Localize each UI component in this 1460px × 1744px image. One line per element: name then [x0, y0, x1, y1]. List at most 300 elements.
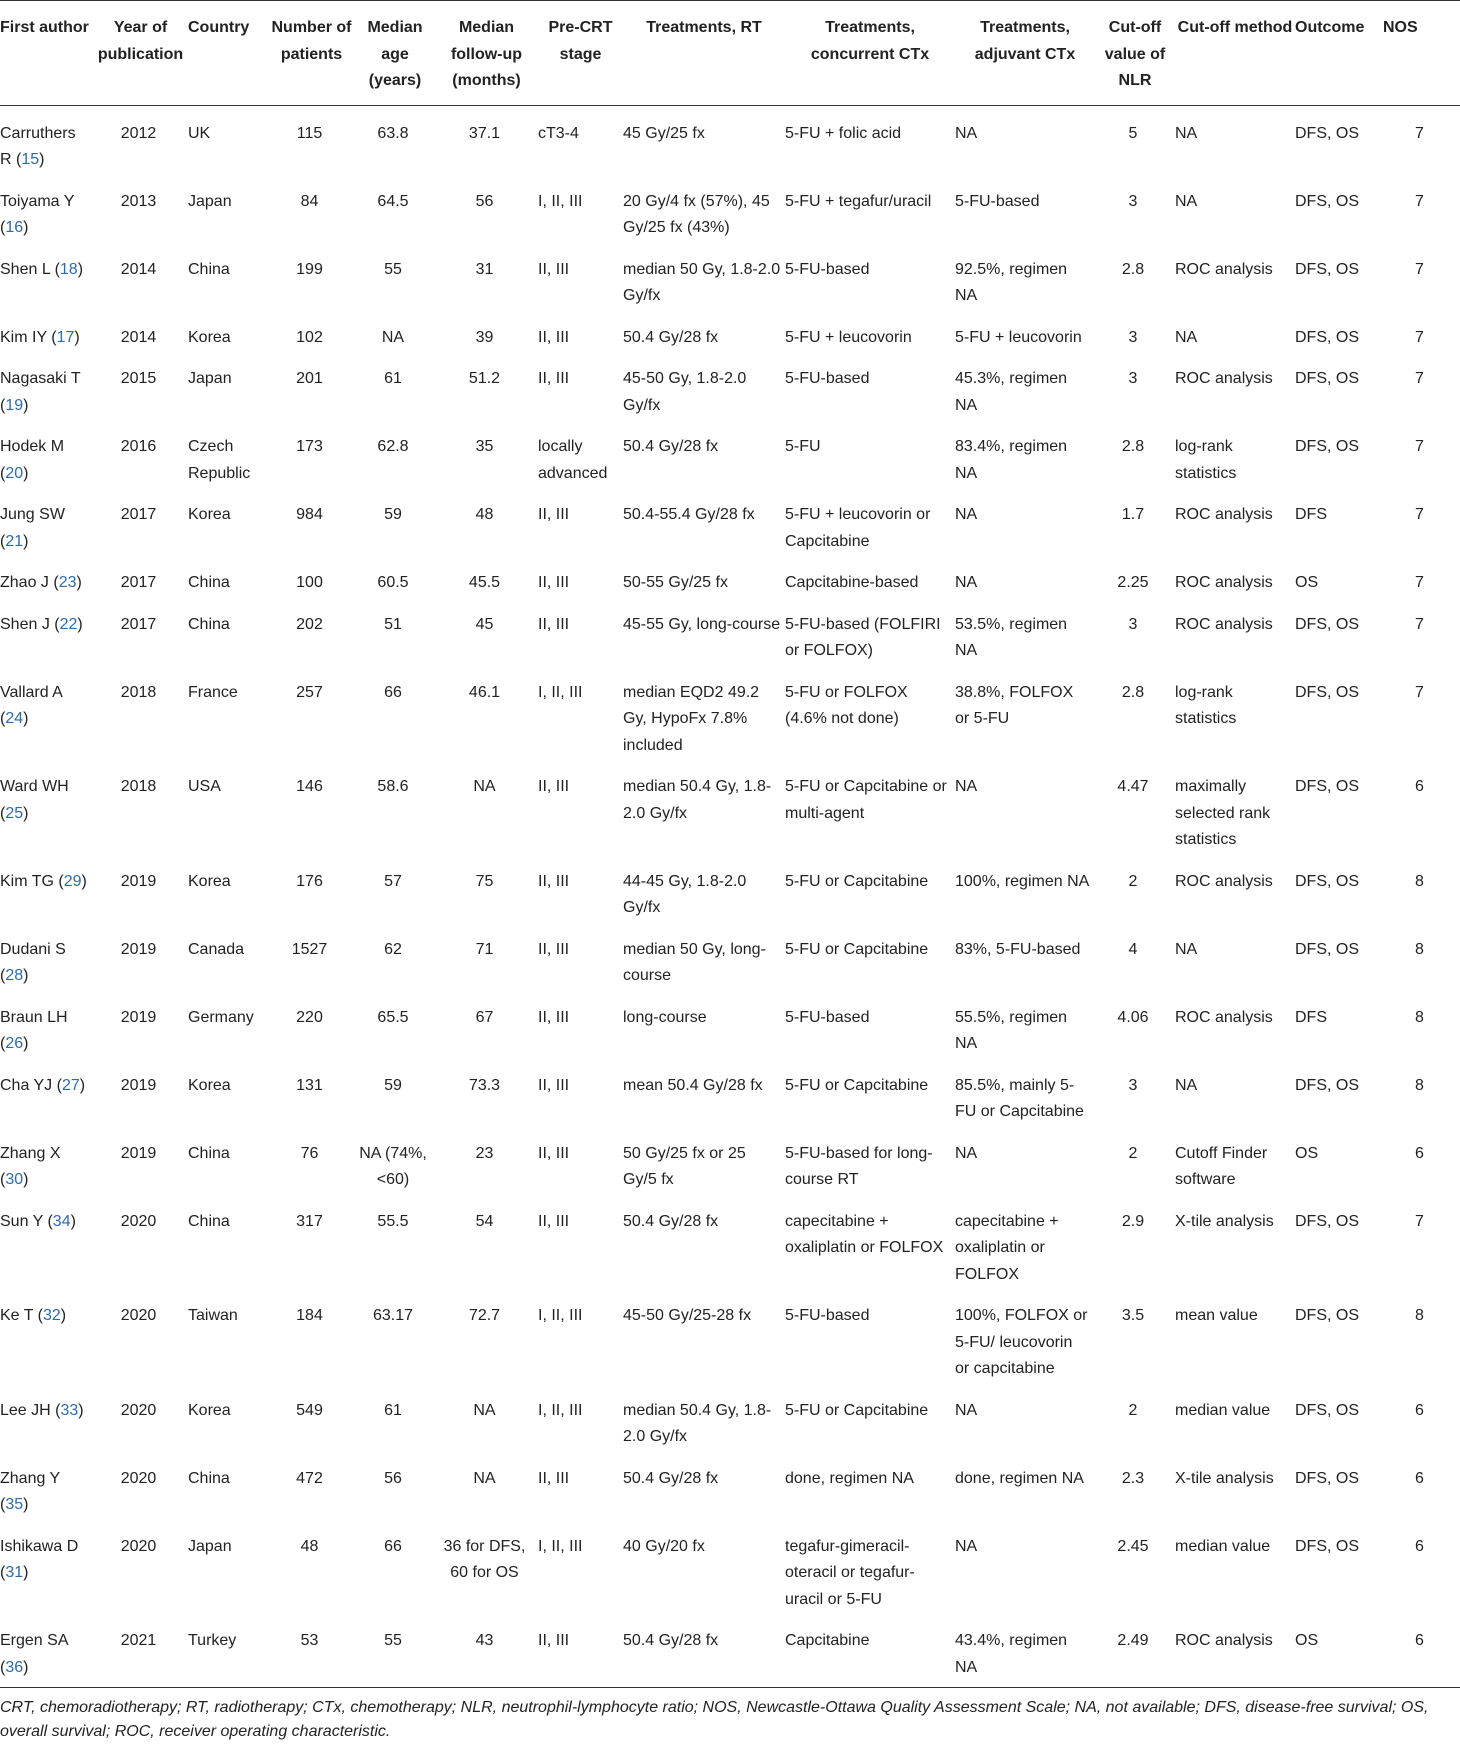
table-row	[0, 242, 1460, 310]
cell-cutoff-value: 2.8	[1121, 260, 1145, 278]
cell-median-age: 56	[384, 1469, 402, 1487]
cell-median-age: 58.6	[377, 778, 409, 795]
cell-first-author: Shen J (22)	[0, 615, 83, 633]
reference-link[interactable]: 36	[5, 1658, 24, 1676]
cell-treatments-adjuvant: NA	[955, 574, 978, 591]
header-treatments-adjuvant: Treatments, adjuvant CTx	[955, 1, 1095, 106]
cell-treatments-rt: 50.4 Gy/28 fx	[623, 1212, 719, 1230]
cell-treatments-adjuvant: 83.4%, regimen NA	[955, 438, 1068, 482]
cell-median-age: NA	[381, 328, 405, 346]
cell-median-age: 55.5	[377, 1212, 409, 1230]
cell-pre-crt-stage: II, III	[538, 1632, 570, 1649]
cell-treatments-concurrent: 5-FU	[785, 438, 821, 455]
cell-year: 2012	[120, 124, 157, 142]
cell-year: 2020	[120, 1212, 157, 1230]
cell-cutoff-method: ROC analysis	[1175, 872, 1273, 890]
reference-link[interactable]: 18	[59, 260, 78, 278]
cell-median-followup: 56	[475, 192, 494, 210]
cell-treatments-adjuvant: 100%, regimen NA	[955, 872, 1090, 890]
cell-median-age: 64.5	[377, 192, 409, 210]
cell-first-author: Toiyama Y (16)	[0, 192, 75, 236]
table-row	[0, 854, 1460, 922]
author-name: Zhao J	[0, 574, 49, 591]
cell-nos: 6	[1415, 1632, 1424, 1649]
table-row	[0, 1383, 1460, 1451]
cell-year: 2019	[120, 872, 157, 890]
cell-treatments-concurrent: Capcitabine-based	[785, 574, 919, 591]
reference-link[interactable]: 17	[56, 328, 75, 346]
cell-cutoff-method: ROC analysis	[1175, 260, 1273, 278]
table-row	[0, 555, 1460, 597]
cell-median-age: 57	[384, 872, 402, 890]
cell-cutoff-value: 2	[1128, 1401, 1138, 1419]
table-row	[0, 922, 1460, 990]
cell-treatments-rt: 40 Gy/20 fx	[623, 1537, 705, 1555]
cell-cutoff-value: 2	[1128, 1144, 1138, 1162]
cell-patients: 76	[300, 1144, 319, 1162]
cell-median-age: 51	[384, 615, 402, 633]
cell-year: 2019	[120, 940, 157, 958]
cell-patients: 549	[296, 1401, 323, 1419]
cell-median-followup: 23	[475, 1144, 494, 1162]
author-name: Carruthers R	[0, 124, 76, 168]
cell-pre-crt-stage: II, III	[538, 1008, 570, 1026]
cell-cutoff-method: ROC analysis	[1175, 1008, 1273, 1026]
cell-pre-crt-stage: I, II, III	[538, 1401, 583, 1419]
cell-country: Turkey	[188, 1632, 237, 1649]
cell-patients: 220	[296, 1008, 323, 1026]
cell-treatments-rt: median EQD2 49.2 Gy, HypoFx 7.8% included	[623, 683, 760, 754]
cell-patients: 146	[296, 778, 323, 795]
reference-link[interactable]: 33	[60, 1401, 79, 1419]
cell-cutoff-value: 3.5	[1121, 1307, 1145, 1324]
cell-cutoff-method: NA	[1175, 1076, 1198, 1094]
reference-link[interactable]: 35	[5, 1496, 24, 1513]
author-name: Kim IY	[0, 328, 47, 346]
cell-patients: 202	[296, 615, 323, 633]
cell-cutoff-value: 4.47	[1117, 778, 1149, 795]
reference-link[interactable]: 19	[5, 396, 24, 414]
cell-median-age: 63.17	[372, 1307, 414, 1324]
cell-treatments-rt: 50.4 Gy/28 fx	[623, 1469, 719, 1487]
cell-nos: 6	[1415, 1401, 1424, 1419]
reference-link[interactable]: 20	[5, 464, 24, 482]
author-name: Kim TG	[0, 872, 54, 890]
table-row	[0, 174, 1460, 242]
reference-link[interactable]: 24	[5, 710, 24, 727]
cell-median-followup: 51.2	[468, 370, 501, 387]
cell-cutoff-method: ROC analysis	[1175, 370, 1273, 387]
reference-link[interactable]: 27	[61, 1076, 80, 1094]
cell-country: Korea	[188, 506, 231, 523]
header-pre-crt-stage: Pre-CRT stage	[538, 1, 623, 106]
cell-country: China	[188, 615, 230, 633]
author-name: Cha YJ	[0, 1076, 53, 1094]
cell-treatments-rt: 20 Gy/4 fx (57%), 45 Gy/25 fx (43%)	[623, 192, 770, 236]
cell-country: UK	[188, 124, 211, 142]
cell-patients: 1527	[291, 940, 328, 958]
reference-link[interactable]: 23	[58, 574, 77, 591]
cell-median-age: 59	[384, 1076, 402, 1094]
cell-median-followup: 73.3	[468, 1076, 501, 1094]
table-row	[0, 1126, 1460, 1194]
cell-treatments-concurrent: 5-FU or Capcitabine	[785, 940, 929, 958]
cell-year: 2015	[120, 370, 157, 387]
cell-cutoff-method: NA	[1175, 940, 1198, 958]
header-treatments-rt: Treatments, RT	[623, 1, 785, 106]
cell-treatments-rt: 50 Gy/25 fx or 25 Gy/5 fx	[623, 1144, 746, 1188]
cell-patients: 199	[296, 260, 323, 278]
cell-year: 2020	[120, 1307, 157, 1324]
cell-pre-crt-stage: II, III	[538, 328, 570, 346]
table-footnote: CRT, chemoradiotherapy; RT, radiotherapy; CTx, chemotherapy; NLR, neutrophil-lymphocyte ratio; NOS, Newcastle-Ottawa Quality Assessment Scale; NA, not available; DFS, disease-free survival; OS, overall survival; ROC, receiver operating characteristic.	[0, 1687, 1460, 1744]
cell-year: 2020	[120, 1537, 157, 1555]
cell-year: 2020	[120, 1401, 157, 1419]
cell-treatments-concurrent: 5-FU or Capcitabine	[785, 1401, 929, 1419]
cell-cutoff-method: ROC analysis	[1175, 1632, 1273, 1649]
cell-treatments-adjuvant: 45.3%, regimen NA	[955, 370, 1068, 414]
cell-first-author: Braun LH (26)	[0, 1008, 68, 1052]
cell-first-author: Hodek M (20)	[0, 438, 65, 482]
cell-treatments-adjuvant: 5-FU + leucovorin	[955, 328, 1082, 346]
cell-patients: 115	[296, 124, 323, 142]
reference-link[interactable]: 25	[5, 804, 24, 822]
cell-first-author: Vallard A (24)	[0, 683, 62, 727]
cell-country: China	[188, 260, 230, 278]
cell-year: 2017	[120, 506, 157, 523]
cell-first-author: Dudani S (28)	[0, 940, 66, 984]
cell-median-followup: NA	[473, 778, 496, 795]
cell-year: 2014	[120, 328, 157, 346]
author-name: Vallard A	[0, 683, 62, 701]
cell-patients: 472	[296, 1469, 323, 1487]
cell-patients: 317	[296, 1212, 323, 1230]
reference-link[interactable]: 16	[5, 219, 24, 236]
cell-median-followup: 54	[475, 1212, 494, 1230]
cell-first-author: Zhang X (30)	[0, 1144, 61, 1188]
cell-median-age: 62.8	[377, 438, 409, 455]
reference-link[interactable]: 22	[59, 615, 78, 633]
cell-cutoff-method: X-tile analysis	[1175, 1469, 1274, 1487]
cell-outcome: DFS	[1295, 1008, 1327, 1026]
cell-country: Korea	[188, 1076, 231, 1094]
cell-cutoff-value: 2.9	[1121, 1212, 1145, 1230]
cell-pre-crt-stage: II, III	[538, 615, 570, 633]
cell-pre-crt-stage: II, III	[538, 1076, 570, 1094]
cell-year: 2019	[120, 1144, 157, 1162]
header-row	[0, 1, 1460, 106]
cell-cutoff-value: 1.7	[1121, 506, 1145, 523]
cell-pre-crt-stage: I, II, III	[538, 1307, 583, 1324]
cell-country: China	[188, 1469, 230, 1487]
cell-treatments-adjuvant: NA	[955, 1537, 978, 1555]
cell-pre-crt-stage: II, III	[538, 260, 570, 278]
reference-link[interactable]: 15	[21, 151, 40, 168]
cell-treatments-concurrent: 5-FU-based	[785, 1307, 870, 1324]
cell-median-followup: 37.1	[468, 124, 501, 142]
cell-treatments-adjuvant: NA	[955, 778, 978, 795]
cell-first-author: Zhao J (23)	[0, 574, 82, 591]
cell-year: 2017	[120, 574, 157, 591]
table-row	[0, 1451, 1460, 1519]
cell-median-age: 55	[384, 1632, 402, 1649]
table-row	[0, 419, 1460, 487]
cell-nos: 8	[1415, 1076, 1424, 1094]
cell-treatments-adjuvant: capecitabine + oxaliplatin or FOLFOX	[955, 1212, 1059, 1283]
author-name: Nagasaki T	[0, 370, 81, 387]
cell-median-followup: 67	[475, 1008, 494, 1026]
cell-treatments-rt: median 50 Gy, long-course	[623, 940, 766, 984]
cell-patients: 102	[296, 328, 323, 346]
cell-median-followup: 72.7	[468, 1307, 501, 1324]
cell-first-author: Carruthers R (15)	[0, 124, 76, 168]
cell-outcome: OS	[1295, 1144, 1319, 1162]
cell-treatments-adjuvant: NA	[955, 1144, 978, 1162]
cell-treatments-concurrent: 5-FU-based for long-course RT	[785, 1144, 933, 1188]
cell-pre-crt-stage: II, III	[538, 778, 570, 795]
cell-country: Korea	[188, 328, 231, 346]
author-name: Dudani S	[0, 940, 66, 958]
cell-cutoff-value: 3	[1128, 192, 1138, 210]
cell-treatments-rt: 50.4 Gy/28 fx	[623, 1632, 719, 1649]
cell-treatments-concurrent: 5-FU-based	[785, 370, 870, 387]
cell-cutoff-value: 2.8	[1121, 438, 1145, 455]
cell-country: France	[188, 683, 238, 701]
cell-outcome: DFS, OS	[1295, 438, 1360, 455]
header-treatments-concurrent: Treatments, concurrent CTx	[785, 1, 955, 106]
cell-median-followup: NA	[473, 1469, 496, 1487]
header-year: Year of publication	[93, 1, 188, 106]
author-name: Ke T	[0, 1307, 34, 1324]
cell-first-author: Kim IY (17)	[0, 328, 80, 346]
cell-patients: 257	[296, 683, 323, 701]
cell-outcome: DFS, OS	[1295, 370, 1360, 387]
cell-nos: 7	[1415, 615, 1424, 633]
cell-treatments-concurrent: Capcitabine	[785, 1632, 870, 1649]
reference-link[interactable]: 34	[52, 1212, 71, 1230]
cell-treatments-rt: 50.4 Gy/28 fx	[623, 328, 719, 346]
cell-first-author: Lee JH (33)	[0, 1401, 84, 1419]
cell-patients: 984	[296, 506, 323, 523]
author-name: Sun Y	[0, 1212, 44, 1230]
cell-pre-crt-stage: II, III	[538, 940, 570, 958]
cell-first-author: Ward WH (25)	[0, 778, 69, 822]
cell-treatments-rt: 45-50 Gy, 1.8-2.0 Gy/fx	[623, 370, 747, 414]
author-name: Braun LH	[0, 1008, 68, 1026]
cell-treatments-concurrent: 5-FU + leucovorin or Capcitabine	[785, 506, 931, 550]
cell-country: Taiwan	[188, 1307, 238, 1324]
cell-cutoff-method: Cutoff Finder software	[1175, 1144, 1268, 1188]
reference-link[interactable]: 28	[5, 967, 24, 984]
cell-treatments-adjuvant: NA	[955, 1401, 978, 1419]
cell-first-author: Nagasaki T (19)	[0, 370, 81, 414]
cell-treatments-rt: median 50.4 Gy, 1.8-2.0 Gy/fx	[623, 1401, 772, 1445]
table-row	[0, 990, 1460, 1058]
cell-first-author: Ke T (32)	[0, 1307, 67, 1324]
cell-patients: 84	[300, 192, 319, 210]
cell-country: Korea	[188, 872, 231, 890]
cell-patients: 201	[296, 370, 323, 387]
cell-nos: 7	[1415, 506, 1424, 523]
cell-year: 2014	[120, 260, 157, 278]
cell-patients: 131	[296, 1076, 323, 1094]
cell-nos: 7	[1415, 328, 1424, 346]
cell-pre-crt-stage: I, II, III	[538, 192, 583, 210]
cell-cutoff-method: median value	[1175, 1401, 1271, 1419]
cell-nos: 7	[1415, 260, 1424, 278]
cell-country: Canada	[188, 940, 245, 958]
author-name: Zhang X	[0, 1144, 61, 1162]
reference-link[interactable]: 26	[5, 1035, 24, 1052]
cell-country: Korea	[188, 1401, 231, 1419]
cell-outcome: DFS	[1295, 506, 1327, 523]
cell-pre-crt-stage: II, III	[538, 1212, 570, 1230]
cell-first-author: Zhang Y (35)	[0, 1469, 60, 1513]
cell-treatments-concurrent: 5-FU + folic acid	[785, 124, 902, 142]
cell-cutoff-value: 4	[1128, 940, 1138, 958]
cell-country: China	[188, 1144, 230, 1162]
cell-cutoff-value: 2.8	[1121, 683, 1145, 701]
header-median-followup: Median follow-up (months)	[435, 1, 538, 106]
cell-median-age: 59	[384, 506, 402, 523]
cell-treatments-adjuvant: NA	[955, 124, 978, 142]
author-name: Ishikawa D	[0, 1537, 79, 1555]
cell-cutoff-value: 3	[1128, 615, 1138, 633]
cell-median-followup: 45.5	[468, 574, 501, 591]
cell-nos: 7	[1415, 683, 1424, 701]
cell-treatments-rt: 50-55 Gy/25 fx	[623, 574, 728, 591]
table-row	[0, 1058, 1460, 1126]
cell-treatments-concurrent: 5-FU or Capcitabine	[785, 1076, 929, 1094]
cell-median-age: 66	[384, 683, 402, 701]
cell-country: China	[188, 1212, 230, 1230]
cell-cutoff-method: ROC analysis	[1175, 574, 1273, 591]
cell-treatments-rt: 50.4-55.4 Gy/28 fx	[623, 506, 755, 523]
cell-cutoff-method: X-tile analysis	[1175, 1212, 1274, 1230]
cell-median-followup: 45	[475, 615, 494, 633]
cell-outcome: DFS, OS	[1295, 872, 1360, 890]
reference-link[interactable]: 32	[43, 1307, 61, 1324]
cell-cutoff-method: ROC analysis	[1175, 506, 1273, 523]
reference-link[interactable]: 29	[63, 872, 82, 890]
cell-treatments-concurrent: 5-FU + tegafur/uracil	[785, 192, 932, 210]
cell-treatments-rt: mean 50.4 Gy/28 fx	[623, 1076, 763, 1094]
cell-nos: 6	[1415, 1537, 1424, 1555]
cell-cutoff-value: 2.3	[1121, 1469, 1145, 1487]
cell-median-followup: 71	[475, 940, 494, 958]
cell-pre-crt-stage: II, III	[538, 872, 570, 890]
cell-cutoff-method: mean value	[1175, 1307, 1258, 1324]
author-name: Toiyama Y	[0, 192, 75, 210]
cell-outcome: DFS, OS	[1295, 615, 1360, 633]
cell-treatments-rt: 45-55 Gy, long-course	[623, 615, 781, 633]
reference-link[interactable]: 30	[5, 1171, 24, 1188]
cell-country: Japan	[188, 370, 232, 387]
cell-cutoff-method: ROC analysis	[1175, 615, 1273, 633]
cell-cutoff-method: NA	[1175, 124, 1198, 142]
cell-treatments-adjuvant: 53.5%, regimen NA	[955, 615, 1068, 659]
cell-outcome: DFS, OS	[1295, 1307, 1360, 1324]
cell-outcome: DFS, OS	[1295, 192, 1360, 210]
cell-cutoff-value: 2.49	[1117, 1632, 1149, 1649]
cell-outcome: DFS, OS	[1295, 1401, 1360, 1419]
cell-cutoff-method: log-rank statistics	[1175, 438, 1237, 482]
table-row	[0, 1288, 1460, 1383]
cell-treatments-adjuvant: 43.4%, regimen NA	[955, 1632, 1068, 1676]
cell-outcome: OS	[1295, 1632, 1319, 1649]
table-row	[0, 105, 1460, 174]
cell-nos: 8	[1415, 872, 1424, 890]
table-row	[0, 1519, 1460, 1614]
table-row	[0, 759, 1460, 854]
cell-pre-crt-stage: II, III	[538, 1469, 570, 1487]
cell-treatments-rt: 50.4 Gy/28 fx	[623, 438, 719, 455]
cell-country: USA	[188, 778, 221, 795]
cell-median-followup: 43	[475, 1632, 494, 1649]
cell-outcome: DFS, OS	[1295, 124, 1360, 142]
table-row	[0, 351, 1460, 419]
cell-year: 2018	[120, 683, 157, 701]
cell-pre-crt-stage: I, II, III	[538, 683, 583, 701]
cell-median-followup: 39	[475, 328, 494, 346]
cell-pre-crt-stage: II, III	[538, 1144, 570, 1162]
cell-first-author: Sun Y (34)	[0, 1212, 76, 1230]
table-row	[0, 1613, 1460, 1687]
cell-treatments-rt: 45 Gy/25 fx	[623, 124, 705, 142]
cell-country: Japan	[188, 1537, 232, 1555]
table-row	[0, 487, 1460, 555]
cell-nos: 8	[1415, 940, 1424, 958]
cell-country: Czech Republic	[188, 438, 251, 482]
author-name: Hodek M	[0, 438, 65, 455]
table-row	[0, 665, 1460, 760]
cell-median-age: 63.8	[377, 124, 409, 142]
cell-patients: 176	[296, 872, 323, 890]
reference-link[interactable]: 21	[5, 532, 24, 550]
cell-median-followup: 36 for DFS, 60 for OS	[443, 1537, 526, 1581]
cell-country: Germany	[188, 1008, 254, 1026]
cell-treatments-adjuvant: 5-FU-based	[955, 192, 1040, 210]
cell-treatments-concurrent: tegafur-gimeracil-oteracil or tegafur-uracil or 5-FU	[785, 1537, 915, 1608]
header-country: Country	[188, 1, 268, 106]
cell-cutoff-method: maximally selected rank statistics	[1175, 778, 1271, 848]
cell-treatments-concurrent: 5-FU or FOLFOX (4.6% not done)	[785, 683, 908, 727]
reference-link[interactable]: 31	[5, 1564, 24, 1581]
author-name: Shen J	[0, 615, 50, 633]
author-name: Ergen SA	[0, 1632, 68, 1649]
cell-median-age: NA (74%, <60)	[359, 1144, 427, 1188]
cell-cutoff-value: 3	[1128, 328, 1138, 346]
cell-nos: 7	[1415, 574, 1424, 591]
cell-treatments-rt: median 50 Gy, 1.8-2.0 Gy/fx	[623, 260, 781, 304]
cell-treatments-concurrent: 5-FU or Capcitabine or multi-agent	[785, 778, 947, 822]
cell-first-author: Ishikawa D (31)	[0, 1537, 79, 1581]
cell-outcome: DFS, OS	[1295, 940, 1360, 958]
cell-first-author: Ergen SA (36)	[0, 1632, 68, 1676]
cell-median-age: 65.5	[377, 1008, 409, 1026]
cell-first-author: Cha YJ (27)	[0, 1076, 86, 1094]
table-body	[0, 105, 1460, 1687]
cell-treatments-concurrent: done, regimen NA	[785, 1469, 914, 1487]
table-row	[0, 1194, 1460, 1289]
cell-cutoff-method: median value	[1175, 1537, 1271, 1555]
cell-median-followup: NA	[473, 1401, 496, 1419]
cell-treatments-concurrent: 5-FU-based	[785, 260, 870, 278]
cell-median-age: 55	[384, 260, 402, 278]
cell-cutoff-value: 2.25	[1117, 574, 1149, 591]
cell-median-followup: 31	[475, 260, 494, 278]
cell-outcome: DFS, OS	[1295, 1469, 1360, 1487]
